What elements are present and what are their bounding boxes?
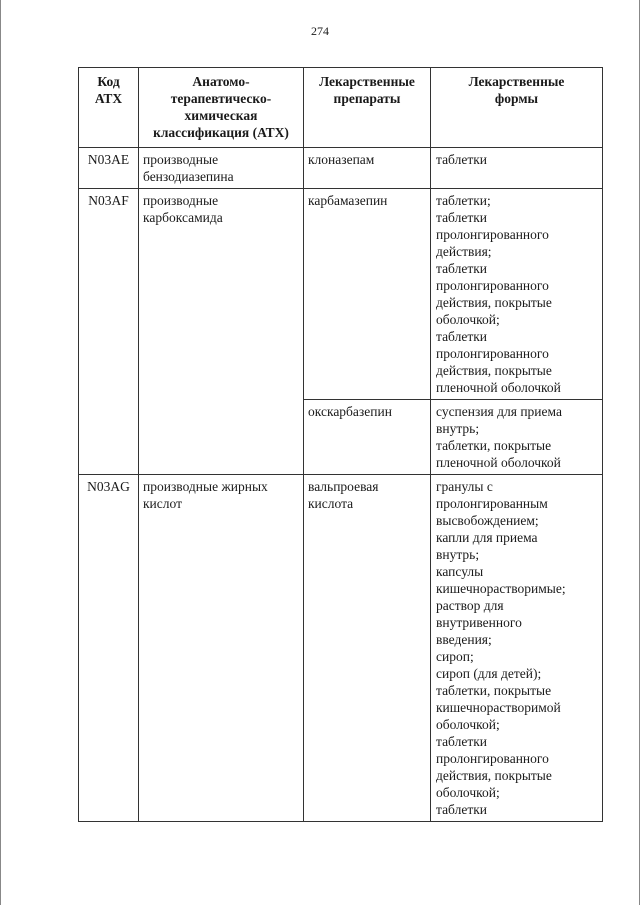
- dosage-forms-cell: таблетки; таблетки пролонгированного действия; таблетки пролонгированного действия, покрытые оболочкой; таблетки пролонгированного действия, покрытые пленочной оболочкой: [431, 189, 603, 400]
- drug-name-cell: вальпроевая кислота: [304, 475, 431, 822]
- dosage-forms-cell: суспензия для приема внутрь; таблетки, покрытые пленочной оболочкой: [431, 400, 603, 475]
- drug-name-cell: карбамазепин: [304, 189, 431, 400]
- drug-name-cell: клоназепам: [304, 148, 431, 189]
- table-header-row: [79, 68, 603, 148]
- atx-classification-cell: производные бензодиазепина: [139, 148, 304, 189]
- atx-code-cell: N03AE: [79, 148, 139, 189]
- atx-classification-cell: производные жирных кислот: [139, 475, 304, 822]
- scan-left-edge: [0, 0, 1, 905]
- atx-code-cell: N03AF: [79, 189, 139, 475]
- header-classification: Анатомо- терапевтическо- химическая классификация (АТХ): [139, 68, 304, 148]
- header-code: Код АТХ: [79, 68, 139, 148]
- drug-name-cell: окскарбазепин: [304, 400, 431, 475]
- page-number: 274: [311, 24, 329, 38]
- dosage-forms-cell: таблетки: [431, 148, 603, 189]
- atx-classification-cell: производные карбоксамида: [139, 189, 304, 475]
- atx-code-cell: N03AG: [79, 475, 139, 822]
- header-forms: Лекарственные формы: [431, 68, 603, 148]
- table-row: [79, 148, 603, 189]
- dosage-forms-cell: гранулы с пролонгированным высвобождением; капли для приема внутрь; капсулы кишечнорастворимые; раствор для внутривенного введения; сироп; сироп (для детей); таблетки, покрытые кишечнорастворимой оболочкой; таблетки пролонгированного действия, покрытые оболочкой; таблетки: [431, 475, 603, 822]
- table-row: [79, 475, 603, 822]
- header-drugs: Лекарственные препараты: [304, 68, 431, 148]
- atx-table: [78, 67, 603, 822]
- table-row: [79, 189, 603, 400]
